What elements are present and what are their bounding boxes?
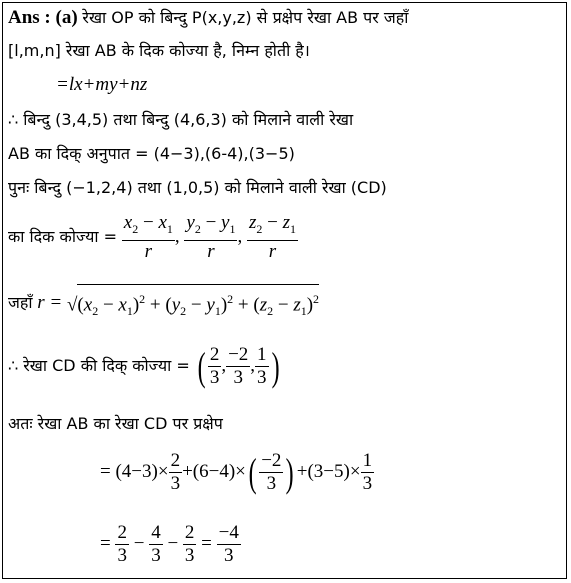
frac-neg2-3: $\frac{-2}{3}$ bbox=[261, 450, 282, 494]
projection-heading: अतः रेखा AB का रेखा CD पर प्रक्षेप bbox=[8, 414, 223, 433]
direction-ratio-line: AB का दिक् अनुपात = (4−3),(6-4),(3−5) bbox=[8, 144, 295, 163]
answer-line-1 bbox=[8, 6, 408, 30]
denominator-r: r bbox=[207, 240, 215, 262]
term-3: +(3−5)× bbox=[296, 460, 361, 482]
equals-sign: = bbox=[201, 532, 212, 554]
direction-cosine-formula: का दिक कोज्या = $\frac{x_2 - x_1}{r}$ , $\frac{y_2 - y_1}{r}$ , $\frac{z_2 - z_1}{r}$ bbox=[8, 212, 297, 262]
cd-cosine-label: ∴ रेखा CD की दिक् कोज्या = bbox=[8, 355, 190, 375]
direction-cosine-label: का दिक कोज्या = bbox=[8, 226, 118, 246]
r-equals: r = bbox=[37, 291, 63, 313]
denominator-r: r bbox=[268, 240, 277, 262]
frac-2-3: $\frac{2}{3}$ bbox=[170, 450, 181, 494]
answer-line-4: ∴ बिन्दु (3,4,5) तथा बिन्दु (4,6,3) को मिलाने वाली रेखा bbox=[8, 110, 354, 129]
projection-formula bbox=[56, 73, 147, 97]
frac-2-3: $\frac{2}{3}$ bbox=[117, 522, 127, 566]
frac-1-3: $\frac{1}{3}$ bbox=[362, 450, 373, 494]
final-result bbox=[100, 522, 241, 567]
cd-direction-cosines: ∴ रेखा CD की दिक् कोज्या = ( $\frac{2}{3}$ , $\frac{-2}{3}$ , $\frac{1}{3}$ ) bbox=[8, 343, 280, 389]
minus-sign: − bbox=[133, 532, 145, 554]
where-label: जहाँ bbox=[8, 292, 33, 312]
sqrt-symbol: $√(x_2 - x_1)^2 + (y_2 - y_1)^2 + (z_2 - z_1)^2$ bbox=[67, 284, 319, 323]
minus-sign: − bbox=[167, 532, 179, 554]
frac-4-3: $\frac{4}{3}$ bbox=[151, 522, 161, 566]
fraction-y: $\frac{y_2 - y_1}{r}$ bbox=[186, 212, 236, 262]
answer-line-2: [l,m,n] रेखा AB के दिक कोज्या है, निम्न होती है। bbox=[8, 41, 310, 60]
answer-label: Ans : (a) bbox=[8, 7, 78, 28]
term-1: (4−3)× bbox=[115, 460, 169, 482]
fraction-z: $\frac{z_2 - z_1}{r}$ bbox=[248, 212, 297, 262]
frac-2-3: $\frac{2}{3}$ bbox=[184, 522, 195, 566]
equals-sign: = bbox=[100, 460, 111, 482]
fraction-x: $\frac{x_2 - x_1}{r}$ bbox=[123, 212, 173, 262]
frac-1-3: $\frac{1}{3}$ bbox=[257, 344, 267, 388]
projection-statement: रेखा OP को बिन्दु P(x,y,z) से प्रक्षेप रेखा AB पर जहाँ bbox=[82, 8, 409, 27]
denominator-r: r bbox=[144, 240, 153, 262]
frac-2-3: $\frac{2}{3}$ bbox=[209, 344, 220, 388]
equals-sign: = bbox=[100, 532, 111, 554]
distance-formula bbox=[8, 284, 319, 323]
term-2: +(6−4)× bbox=[182, 460, 246, 482]
formula-text: =lx+my+nz bbox=[56, 74, 148, 95]
frac-neg2-3: $\frac{-2}{3}$ bbox=[228, 344, 249, 388]
frac-neg4-3: $\frac{-4}{3}$ bbox=[218, 522, 239, 566]
answer-line-6: पुनः बिन्दु (−1,2,4) तथा (1,0,5) को मिलाने वाली रेखा (CD) bbox=[8, 178, 387, 197]
projection-calculation: = (4−3)× $\frac{2}{3}$ +(6−4)×( $\frac{-2}{3}$ ) +(3−5)× $\frac{1}{3}$ bbox=[100, 449, 373, 495]
